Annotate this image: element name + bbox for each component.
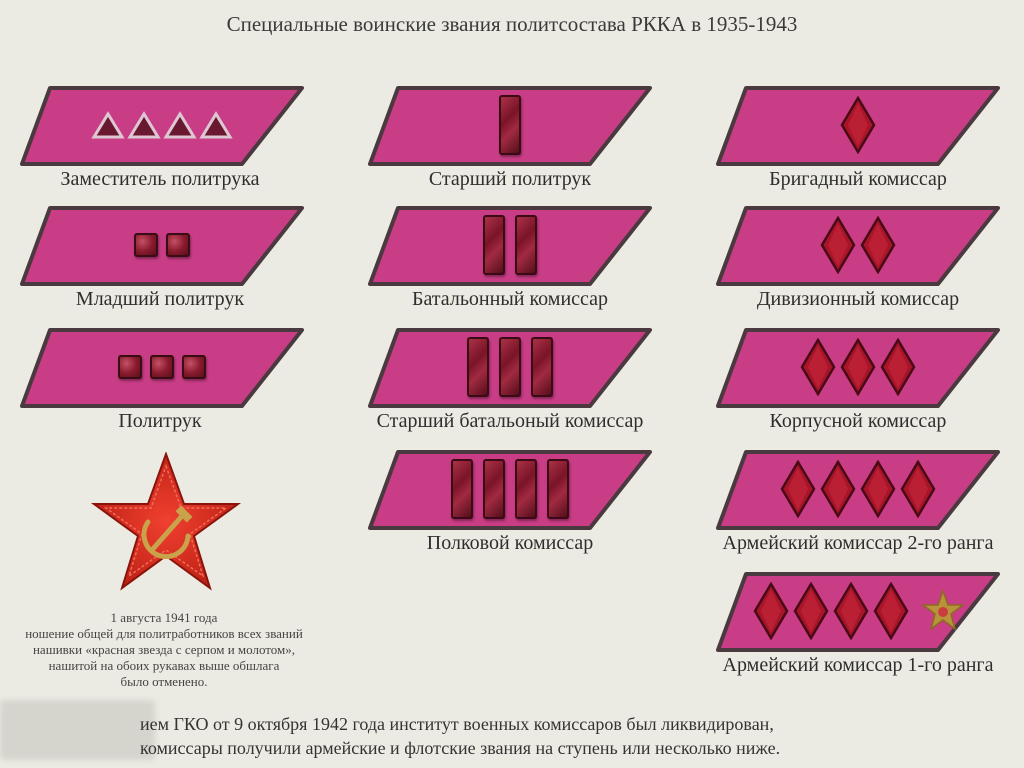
- collar-tab: [718, 572, 998, 650]
- rank-label: Старший батальоный комиссар: [376, 410, 644, 432]
- diamond-insignia-icon: [860, 216, 896, 274]
- insignia-group: [52, 328, 272, 406]
- bar-insignia-icon: [499, 95, 521, 155]
- insignia-group: [400, 450, 620, 528]
- rank-label: Батальонный комиссар: [411, 288, 609, 310]
- note-1942-line: комиссары получили армейские и флотские звания на ступень или несколько ниже.: [140, 738, 781, 758]
- cube-insignia-icon: [118, 355, 142, 379]
- insignia-group: [748, 572, 968, 650]
- bar-insignia-icon: [483, 459, 505, 519]
- bar-insignia-icon: [531, 337, 553, 397]
- triangle-insignia-icon: [93, 112, 123, 138]
- diamond-insignia-icon: [860, 460, 896, 518]
- bar-insignia-icon: [515, 459, 537, 519]
- rank-label: Младший политрук: [75, 288, 245, 310]
- note-1941-line: нашивки «красная звезда с серпом и молотом»,: [32, 642, 296, 657]
- insignia-group: [748, 206, 968, 284]
- bar-insignia-icon: [467, 337, 489, 397]
- diamond-insignia-icon: [780, 460, 816, 518]
- collar-tab: [370, 86, 650, 164]
- rank-label: Корпусной комиссар: [769, 410, 947, 432]
- rank-label: Заместитель политрука: [60, 168, 260, 190]
- diamond-insignia-icon: [840, 96, 876, 154]
- note-1941: [0, 610, 340, 690]
- diamond-insignia-icon: [873, 582, 909, 640]
- insignia-group: [400, 86, 620, 164]
- cube-insignia-icon: [182, 355, 206, 379]
- red-star-hammer-sickle-icon: [90, 452, 242, 592]
- collar-tab: [718, 206, 998, 284]
- collar-tab: [22, 328, 302, 406]
- bar-insignia-icon: [451, 459, 473, 519]
- note-1942: [140, 712, 1000, 760]
- insignia-group: [748, 450, 968, 528]
- collar-tab: [22, 206, 302, 284]
- cube-insignia-icon: [134, 233, 158, 257]
- collar-tab: [718, 328, 998, 406]
- diamond-insignia-icon: [793, 582, 829, 640]
- rank-label: Старший политрук: [428, 168, 592, 190]
- cube-insignia-icon: [150, 355, 174, 379]
- rank-label: Армейский комиссар 1-го ранга: [722, 654, 994, 676]
- diamond-insignia-icon: [820, 216, 856, 274]
- triangle-insignia-icon: [201, 112, 231, 138]
- insignia-group: [52, 206, 272, 284]
- diamond-insignia-icon: [833, 582, 869, 640]
- insignia-group: [748, 328, 968, 406]
- diamond-insignia-icon: [800, 338, 836, 396]
- diamond-insignia-icon: [840, 338, 876, 396]
- collar-tab: [370, 450, 650, 528]
- blurred-region: [0, 700, 155, 760]
- note-1941-line: 1 августа 1941 года: [110, 610, 218, 625]
- collar-tab: [718, 450, 998, 528]
- insignia-group: [400, 328, 620, 406]
- insignia-group: [748, 86, 968, 164]
- note-1941-line: было отменено.: [120, 674, 208, 689]
- note-1941-line: нашитой на обоих рукавах выше обшлага: [48, 658, 280, 673]
- collar-tab: [370, 328, 650, 406]
- rank-label: Политрук: [118, 410, 202, 432]
- rank-label: Армейский комиссар 2-го ранга: [722, 532, 994, 554]
- bar-insignia-icon: [499, 337, 521, 397]
- bar-insignia-icon: [515, 215, 537, 275]
- cube-insignia-icon: [166, 233, 190, 257]
- rank-label: Дивизионный комиссар: [756, 288, 960, 310]
- rank-label: Бригадный комиссар: [769, 168, 947, 190]
- diamond-insignia-icon: [753, 582, 789, 640]
- bar-insignia-icon: [483, 215, 505, 275]
- diamond-insignia-icon: [880, 338, 916, 396]
- insignia-group: [52, 86, 272, 164]
- bar-insignia-icon: [547, 459, 569, 519]
- triangle-insignia-icon: [165, 112, 195, 138]
- triangle-insignia-icon: [129, 112, 159, 138]
- gold-star-icon: [921, 589, 965, 633]
- insignia-group: [400, 206, 620, 284]
- rank-label: Полковой комиссар: [426, 532, 594, 554]
- note-1941-line: ношение общей для политработников всех званий: [25, 626, 303, 641]
- collar-tab: [370, 206, 650, 284]
- note-1942-line: ием ГКО от 9 октября 1942 года институт военных комиссаров был ликвидирован,: [140, 714, 774, 734]
- collar-tab: [718, 86, 998, 164]
- collar-tab: [22, 86, 302, 164]
- page-title: Специальные воинские звания политсостава РККА в 1935-1943: [226, 12, 798, 36]
- diamond-insignia-icon: [900, 460, 936, 518]
- diamond-insignia-icon: [820, 460, 856, 518]
